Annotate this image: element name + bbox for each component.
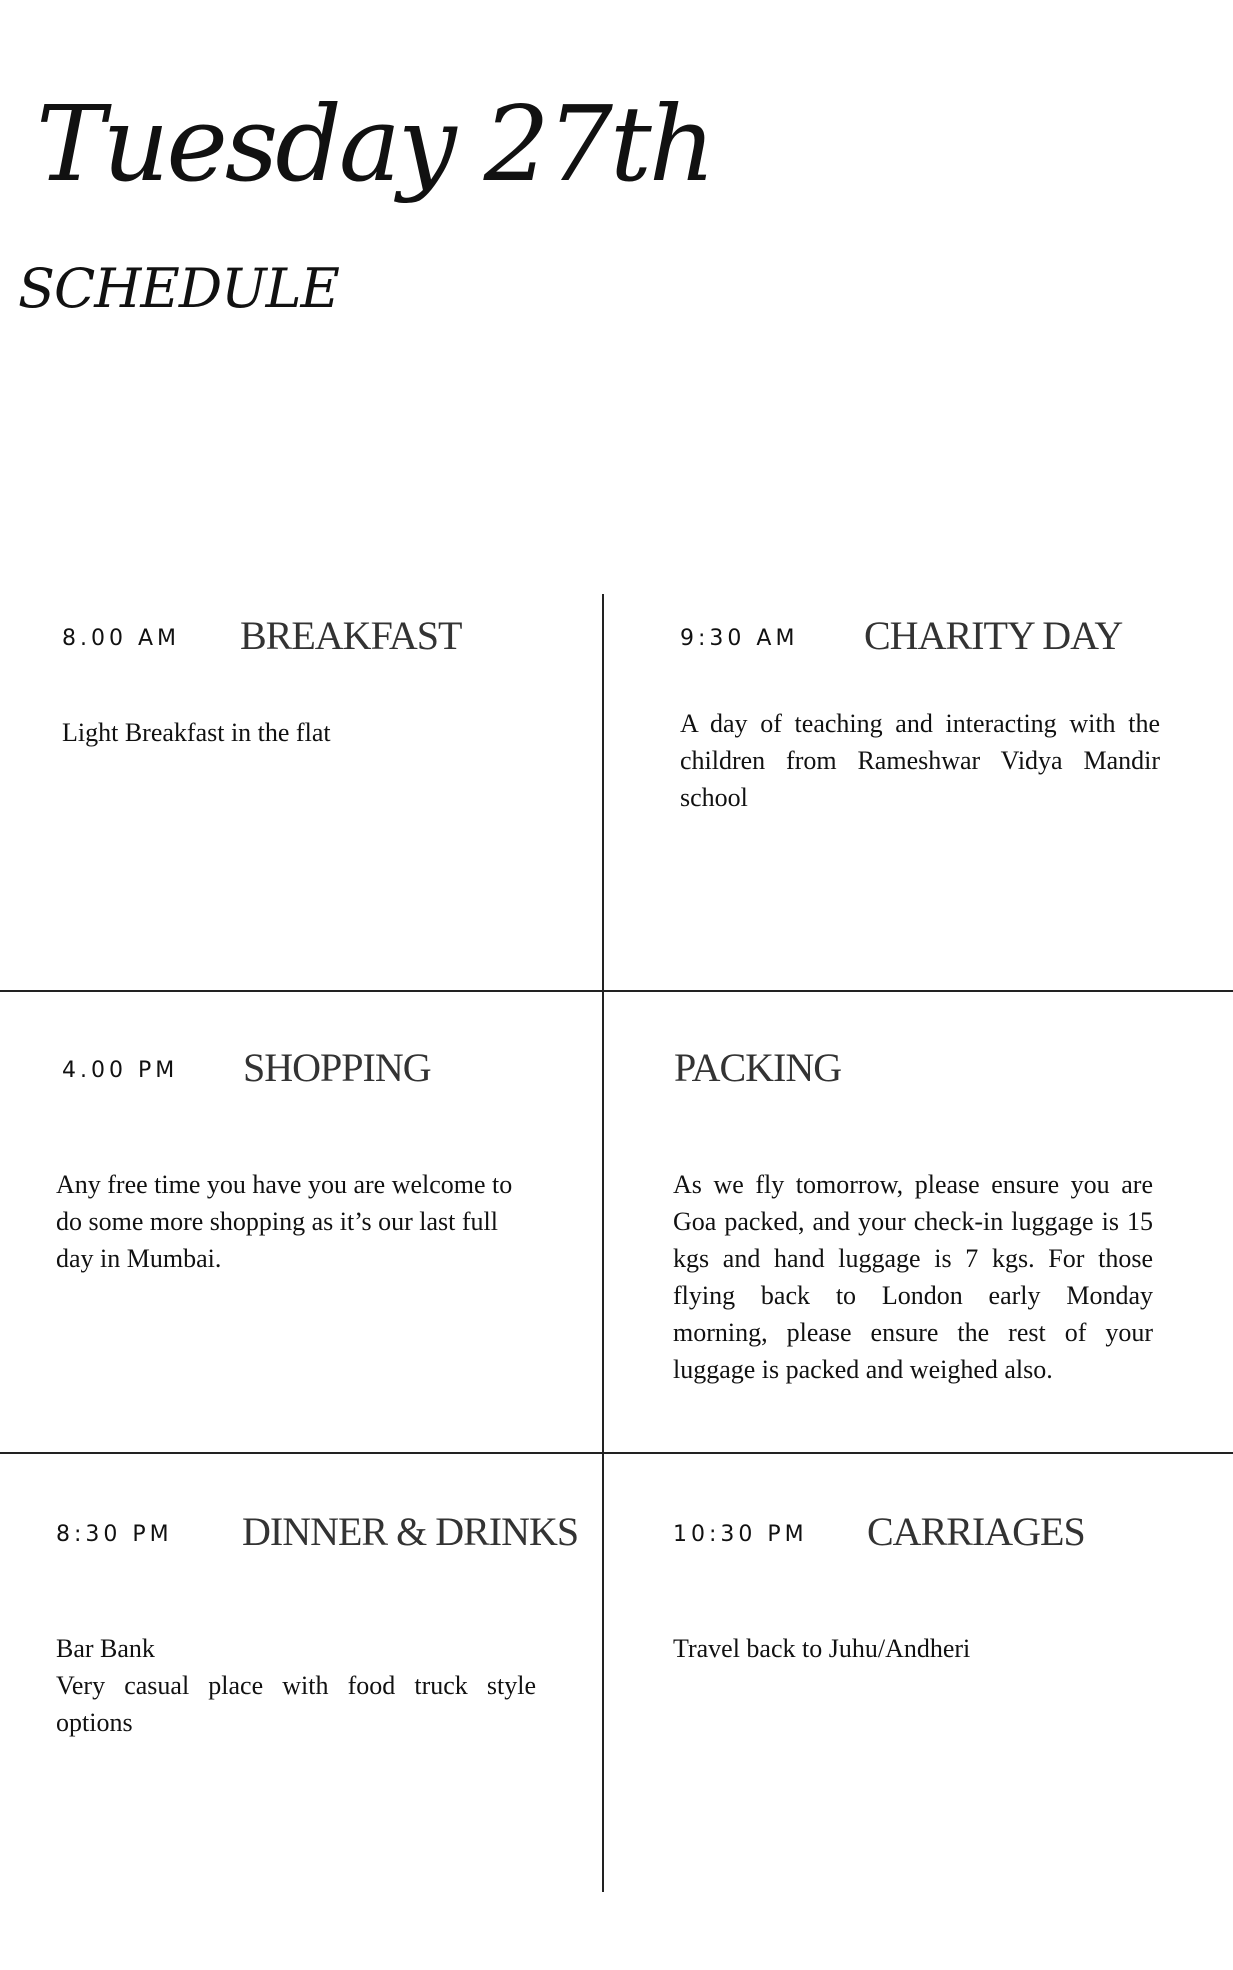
schedule-description: Travel back to Juhu/Andheri — [673, 1634, 971, 1663]
schedule-heading: BREAKFAST — [240, 613, 462, 658]
schedule-description: Any free time you have you are welcome to do some more shopping as it’s our last full day in Mumbai. — [56, 1170, 513, 1273]
schedule-time: 9:30 AM — [680, 626, 799, 651]
schedule-time: 10:30 PM — [673, 1522, 808, 1547]
schedule-description: Bar Bank Very casual place with food truck style options — [56, 1634, 536, 1737]
schedule-time: 8:30 PM — [56, 1522, 173, 1547]
schedule-heading: PACKING — [674, 1045, 842, 1090]
schedule-heading: CARRIAGES — [867, 1509, 1085, 1554]
schedule-time: 8.00 AM — [62, 626, 181, 651]
schedule-description: As we fly tomorrow, please ensure you are Goa packed, and your check-in luggage is 15 kgs and hand luggage is 7 kgs. For those flying back to London early Monday morning, please ensure the rest of your luggage is packed and weighed also. — [673, 1170, 1153, 1384]
schedule-description: Light Breakfast in the flat — [62, 718, 331, 747]
vertical-divider — [602, 594, 604, 1892]
horizontal-divider — [0, 1452, 1233, 1454]
page-title: Tuesday 27th — [36, 83, 713, 205]
schedule-time: 4.00 PM — [62, 1058, 179, 1083]
schedule-heading: CHARITY DAY — [864, 613, 1123, 658]
horizontal-divider — [0, 990, 1233, 992]
page-subtitle: SCHEDULE — [18, 257, 339, 320]
schedule-description: A day of teaching and interacting with the children from Rameshwar Vidya Mandir school — [680, 709, 1160, 812]
schedule-heading: SHOPPING — [243, 1045, 431, 1090]
schedule-heading: DINNER & DRINKS — [242, 1509, 579, 1554]
